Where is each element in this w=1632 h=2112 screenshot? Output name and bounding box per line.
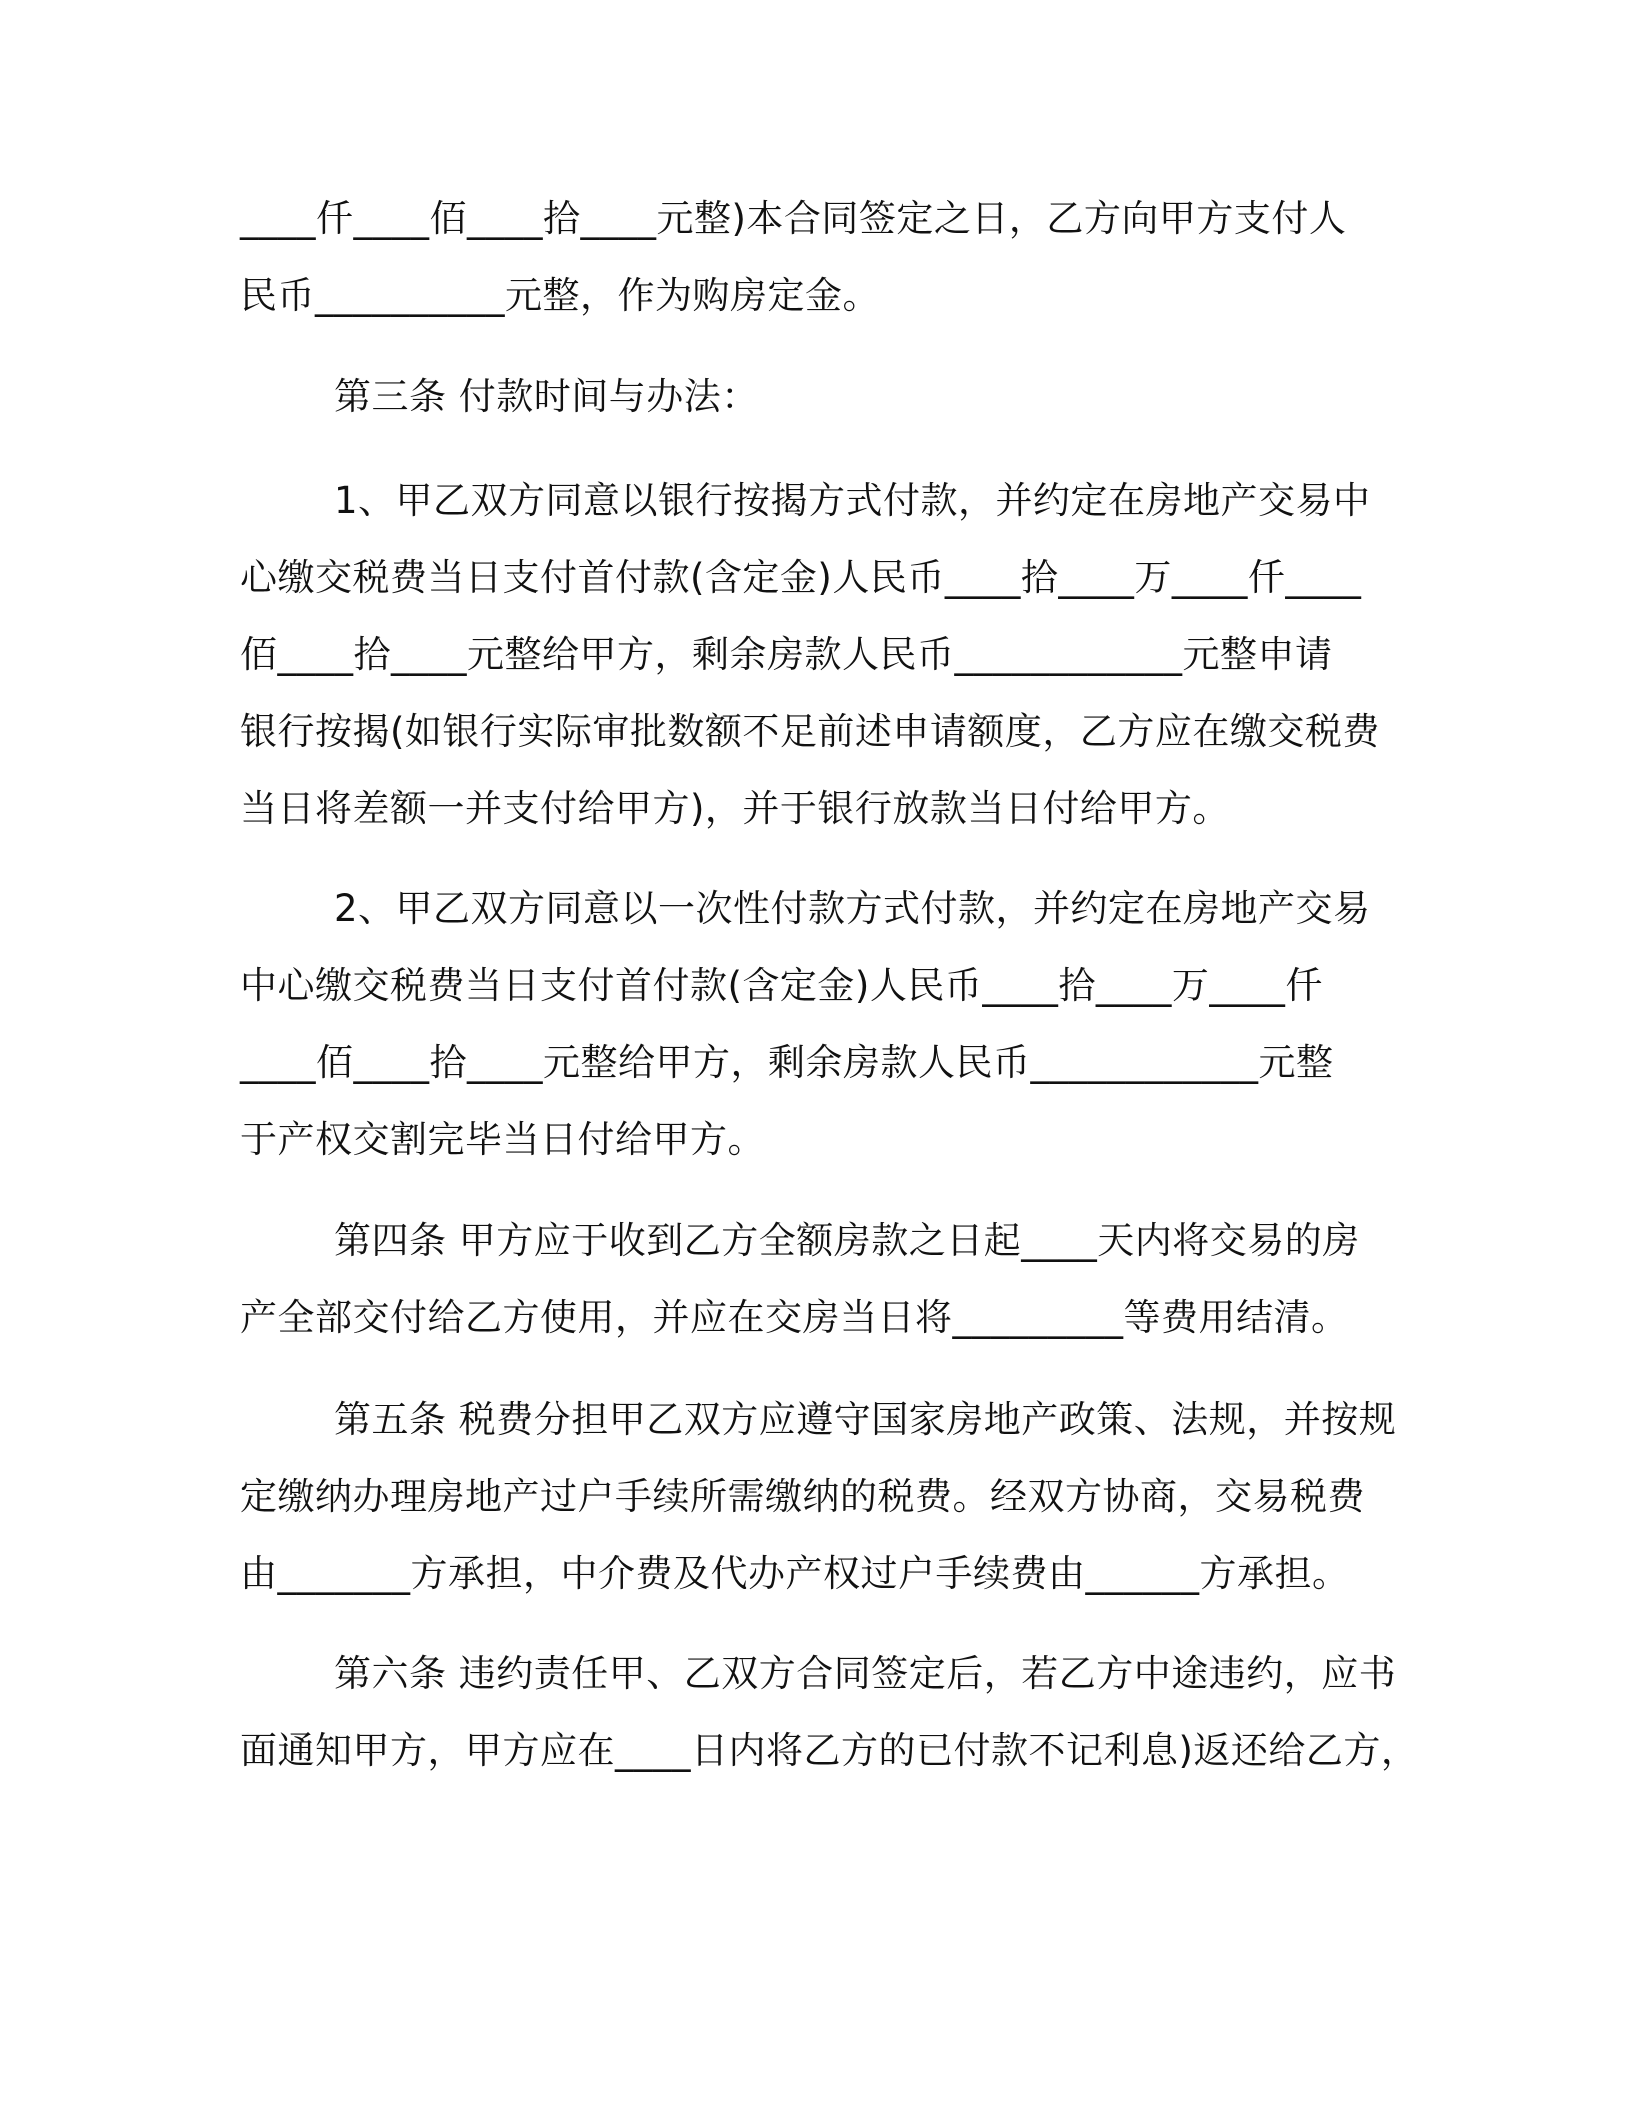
- paragraph-lump-sum-payment: [240, 870, 1410, 1178]
- text-line: 面通知甲方，甲方应在____日内将乙方的已付款不记利息)返还给乙方，: [240, 1729, 1419, 1772]
- text-line: 第五条 税费分担甲乙双方应遵守国家房地产政策、法规，并按规: [334, 1398, 1397, 1441]
- text-line: 定缴纳办理房地产过户手续所需缴纳的税费。经双方协商，交易税费: [240, 1475, 1365, 1518]
- article-3-heading: [240, 358, 1410, 435]
- text-line: 由_______方承担，中介费及代办产权过户手续费由______方承担。: [240, 1552, 1350, 1595]
- text-line: 银行按揭(如银行实际审批数额不足前述申请额度，乙方应在缴交税费: [240, 710, 1380, 753]
- text-line: 第三条 付款时间与办法：: [334, 375, 759, 418]
- text-line: 佰____拾____元整给甲方，剩余房款人民币____________元整申请: [240, 633, 1333, 676]
- text-line: 当日将差额一并支付给甲方)，并于银行放款当日付给甲方。: [240, 787, 1230, 830]
- text-line: 心缴交税费当日支付首付款(含定金)人民币____拾____万____仟____: [240, 556, 1362, 599]
- paragraph-deposit: [240, 180, 1410, 334]
- text-line: 第六条 违约责任甲、乙双方合同签定后，若乙方中途违约，应书: [334, 1652, 1397, 1695]
- text-line: 中心缴交税费当日支付首付款(含定金)人民币____拾____万____仟: [240, 964, 1323, 1007]
- text-line: 第四条 甲方应于收到乙方全额房款之日起____天内将交易的房: [334, 1219, 1360, 1262]
- text-line: 于产权交割完毕当日付给甲方。: [240, 1118, 765, 1161]
- text-line: 产全部交付给乙方使用，并应在交房当日将_________等费用结清。: [240, 1296, 1349, 1339]
- text-line: 2、甲乙双方同意以一次性付款方式付款，并约定在房地产交易: [334, 887, 1371, 930]
- article-6-paragraph: [240, 1635, 1419, 1789]
- text-line: ____佰____拾____元整给甲方，剩余房款人民币____________元整: [240, 1041, 1334, 1084]
- text-line: ____仟____佰____拾____元整)本合同签定之日，乙方向甲方支付人: [240, 197, 1347, 240]
- text-line: 民币__________元整，作为购房定金。: [240, 274, 880, 317]
- paragraph-mortgage-payment: [240, 462, 1410, 847]
- article-4-paragraph: [240, 1202, 1410, 1356]
- text-line: 1、甲乙双方同意以银行按揭方式付款，并约定在房地产交易中: [334, 479, 1371, 522]
- article-5-paragraph: [240, 1381, 1410, 1612]
